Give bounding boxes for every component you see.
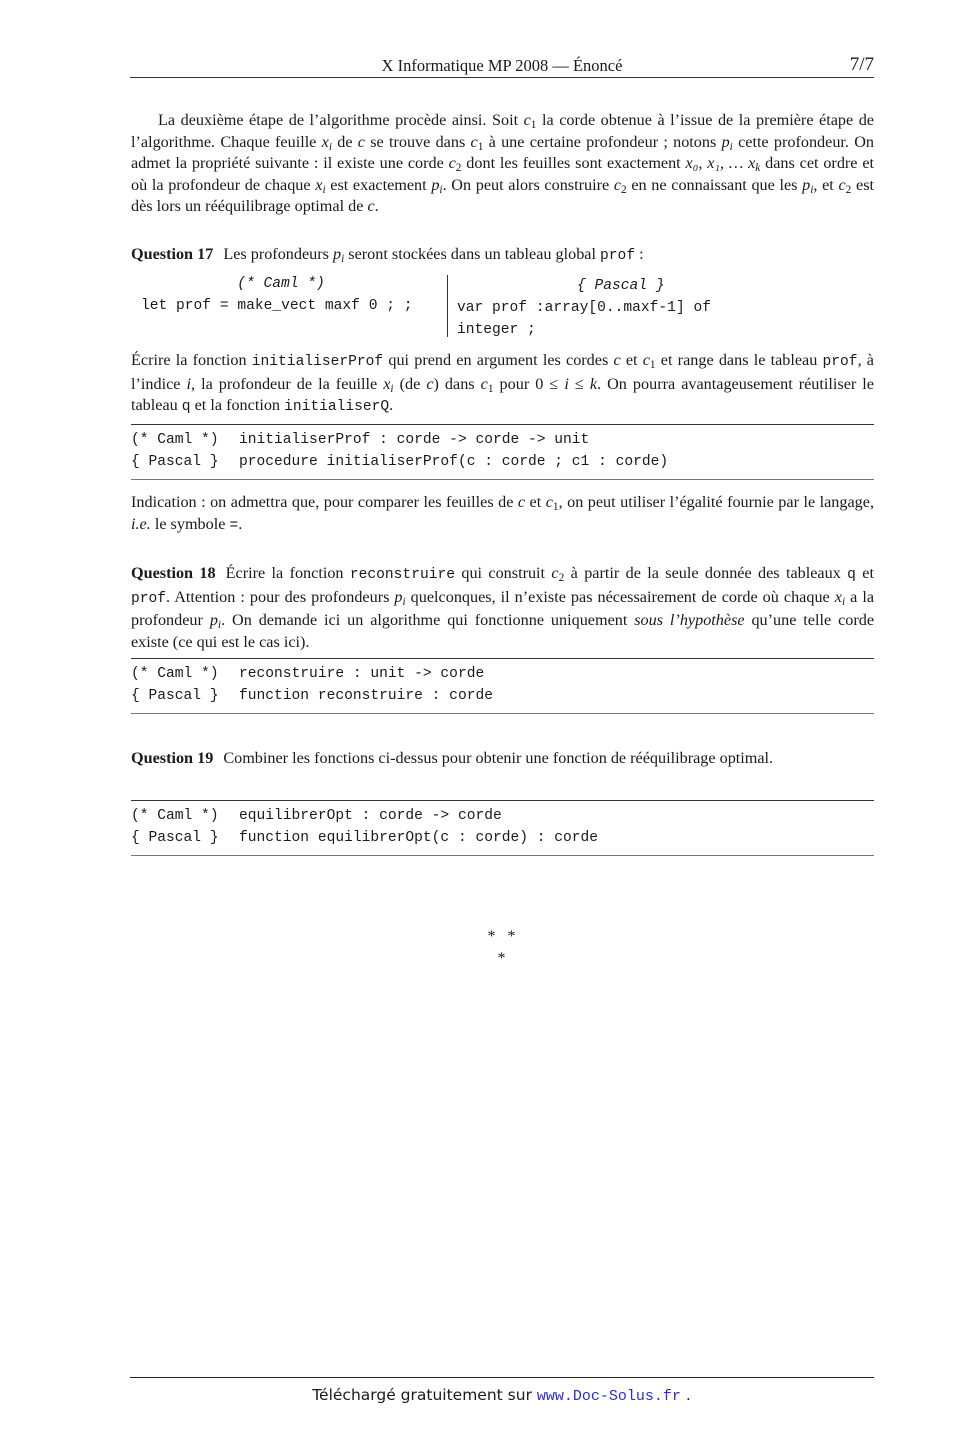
subscript: i [439, 183, 443, 196]
text: . [238, 514, 243, 533]
signature-text: reconstruire : unit -> corde [239, 666, 485, 682]
text: et [525, 493, 546, 511]
declaration-block [131, 273, 874, 339]
math-p: p [333, 245, 342, 263]
text: qui construit [454, 564, 552, 582]
page-header [130, 54, 874, 78]
signature-box-equilibrerOpt [131, 800, 874, 856]
text: et [855, 564, 874, 582]
text: le symbole [150, 514, 230, 533]
footer [0, 1386, 980, 1405]
subscript: i [729, 140, 733, 153]
text: seront stockées dans un tableau global [344, 245, 601, 263]
caml-header [131, 273, 431, 295]
caml-code: let prof = make_vect maxf 0 ; ; [141, 298, 413, 314]
text: ) dans [433, 374, 481, 393]
math-c: c [448, 154, 456, 173]
text: Écrire la fonction [131, 351, 252, 369]
math-i: i [186, 374, 191, 393]
text: est dès lors un rééquilibrage optimal de [131, 175, 874, 216]
text: dont les feuilles sont exactement [461, 154, 686, 173]
math-seq: x₀, x₁, … x [685, 154, 756, 173]
text: Écrire la fonction [225, 564, 350, 582]
subscript: 1 [649, 359, 656, 371]
text: : [635, 245, 644, 263]
code-inline: prof [131, 590, 167, 607]
subscript: 1 [552, 501, 559, 513]
math-x: x [315, 175, 323, 194]
text: . On pourra avantageusement réutiliser le tableau [131, 374, 874, 415]
math-x: x [383, 374, 391, 393]
math-k: k [589, 374, 598, 393]
text: Combiner les fonctions ci-dessus pour obtenir une fonction de rééquilibrage optimal. [223, 749, 774, 767]
caml-declaration [131, 273, 446, 317]
subscript: i [341, 253, 345, 265]
text: . Attention : pour des profondeurs [166, 587, 395, 606]
subscript: i [390, 382, 394, 395]
code-inline: initialiserQ [284, 399, 390, 416]
code-inline: prof [822, 354, 858, 370]
lang-label: { Pascal } [131, 454, 219, 470]
lang-label: { Pascal } [131, 688, 219, 704]
pascal-code-line-2: integer ; [457, 322, 536, 338]
signature-box-initialiserProf [131, 424, 874, 480]
text: est exactement [325, 175, 432, 194]
pascal-signature [131, 827, 874, 849]
math-c: c [613, 351, 621, 369]
text-italic: i.e. [131, 514, 151, 533]
text: en ne connaissant que les [626, 175, 803, 194]
math-c: c [470, 132, 478, 151]
text: pour 0 ≤ [493, 374, 565, 393]
text: quelconques, il n’existe pas nécessairement de corde où chaque [405, 587, 835, 606]
lang-label: (* Caml *) [131, 666, 219, 682]
question-17-statement [131, 244, 874, 268]
subscript: k [755, 162, 761, 175]
math-i: i [564, 374, 569, 393]
subscript: 2 [455, 162, 462, 175]
text: et la fonction [190, 396, 285, 415]
math-c: c [517, 493, 526, 511]
code-inline: initialiserProf [251, 354, 384, 370]
math-c: c [426, 374, 434, 393]
text: à une certaine profondeur ; notons [483, 132, 722, 151]
pascal-declaration [447, 275, 757, 337]
text: a la profondeur [131, 587, 874, 630]
question-17-body [131, 350, 874, 419]
lang-label: { Pascal } [131, 830, 219, 846]
question-19-statement [131, 748, 874, 770]
code-inline: = [229, 517, 239, 534]
pascal-header [457, 275, 757, 297]
math-c: c [551, 564, 559, 582]
code-inline: prof [600, 248, 636, 264]
footer-rule [130, 1377, 874, 1378]
subscript: i [328, 140, 332, 153]
intro-paragraph [131, 110, 874, 218]
text: , on peut utiliser l’égalité fournie par le langage, [558, 493, 874, 511]
subscript: i [402, 595, 406, 608]
text: . [374, 197, 379, 216]
text: et [620, 351, 643, 369]
text: Les profondeurs [223, 245, 333, 263]
question-label: Question 18 [131, 564, 216, 582]
question-18-statement [131, 563, 874, 653]
text: , à l’indice [131, 351, 874, 393]
text: . On demande ici un algorithme qui fonctionne uniquement [221, 611, 635, 630]
text: (de [393, 374, 427, 393]
question-label: Question 19 [131, 749, 214, 767]
caml-signature [131, 663, 874, 685]
subscript: 1 [530, 119, 537, 131]
lang-label: (* Caml *) [131, 808, 219, 824]
code-inline: q [181, 399, 191, 416]
caml-signature [131, 429, 874, 451]
text: Indication : on admettra que, pour comparer les feuilles de [131, 493, 518, 511]
code-inline: q [847, 567, 856, 583]
math-p: p [209, 611, 218, 630]
caml-signature [131, 805, 874, 827]
text: et range dans le tableau [655, 351, 823, 369]
math-c: c [480, 374, 488, 393]
text: . On peut alors construire [442, 175, 614, 194]
signature-text: function equilibrerOpt(c : corde) : corde [239, 830, 599, 846]
text: qu’une telle corde existe (ce qui est le cas ici). [131, 611, 875, 651]
signature-box-reconstruire [131, 658, 874, 714]
math-p: p [721, 132, 730, 151]
subscript: i [322, 183, 326, 196]
pascal-signature [131, 685, 874, 707]
math-p: p [394, 587, 403, 606]
lang-label: (* Caml *) [131, 432, 219, 448]
math-c: c [357, 132, 365, 151]
text: se trouve dans [364, 132, 471, 151]
subscript: 2 [558, 572, 565, 584]
math-c: c [642, 351, 650, 369]
footer-text: Téléchargé gratuitement sur [312, 1386, 537, 1404]
math-c: c [613, 175, 622, 194]
text: de [331, 132, 358, 151]
math-c: c [367, 197, 375, 216]
signature-text: initialiserProf : corde -> corde -> unit [239, 432, 590, 448]
math-p: p [431, 175, 440, 194]
math-p: p [802, 175, 811, 194]
math-x: x [321, 132, 329, 151]
end-mark-top: * * [487, 928, 516, 945]
math-c: c [523, 111, 531, 129]
subscript: i [841, 595, 846, 608]
math-c: c [545, 493, 553, 511]
pascal-comment: { Pascal } [577, 278, 665, 294]
indication-paragraph [131, 492, 874, 537]
page-number: 7/7 [849, 54, 874, 75]
code-inline: reconstruire [349, 567, 455, 583]
end-mark-bottom: * [497, 950, 506, 967]
subscript: i [217, 619, 222, 632]
math-c: c [838, 175, 846, 194]
text: à partir de la seule donnée des tableaux [564, 564, 848, 582]
footer-end: . [680, 1386, 691, 1404]
subscript: i [810, 183, 814, 196]
subscript: 1 [487, 382, 494, 395]
text: . [389, 396, 394, 415]
text: qui prend en argument les cordes [383, 351, 614, 369]
header-title: X Informatique MP 2008 — Énoncé [381, 56, 623, 75]
question-label: Question 17 [131, 245, 214, 263]
signature-text: procedure initialiserProf(c : corde ; c1 : corde) [239, 454, 669, 470]
subscript: 2 [621, 183, 627, 196]
text: dans cet ordre et où la profondeur de chaque [131, 154, 875, 194]
text: cette profondeur. On admet la propriété suivante : il existe une corde [131, 132, 874, 173]
signature-text: function reconstruire : corde [239, 688, 493, 704]
text: , la profondeur de la feuille [190, 374, 384, 393]
subscript: 1 [477, 140, 484, 153]
doc-solus-link[interactable]: www.Doc-Solus.fr [536, 1388, 681, 1405]
signature-text: equilibrerOpt : corde -> corde [239, 808, 502, 824]
text-italic: sous l’hypothèse [634, 611, 745, 630]
text: la corde obtenue à l’issue de la première étape de l’algorithme. Chaque feuille [131, 111, 874, 151]
pascal-code-line-1: var prof :array[0..maxf-1] of [457, 300, 711, 316]
text: ≤ [568, 374, 590, 393]
math-x: x [834, 587, 842, 606]
subscript: 2 [845, 183, 852, 196]
caml-comment: (* Caml *) [237, 276, 325, 292]
text: , et [813, 175, 839, 194]
pascal-signature [131, 451, 874, 473]
text: La deuxième étape de l’algorithme procède ainsi. Soit [158, 111, 524, 129]
